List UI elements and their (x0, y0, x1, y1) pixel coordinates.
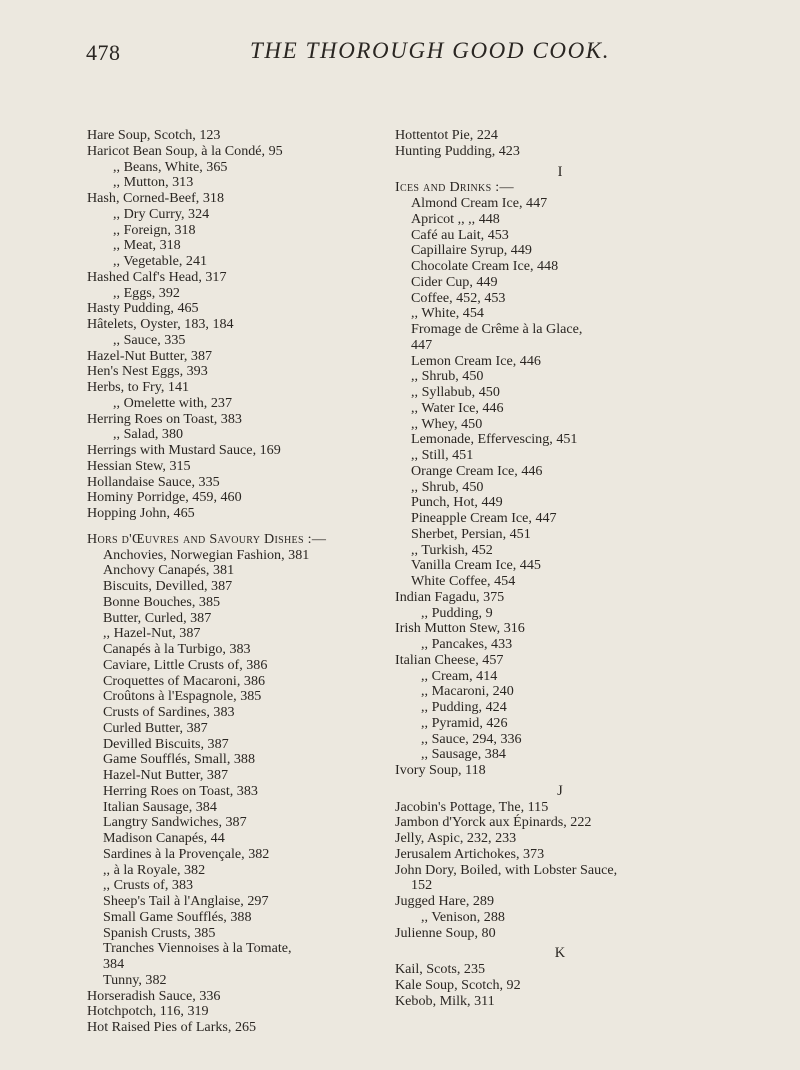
index-entry: Hâtelets, Oyster, 183, 184 (87, 316, 234, 332)
index-entry-tranches: Tranches Viennoises à la Tomate, (103, 940, 292, 957)
index-entry: Pineapple Cream Ice, 447 (411, 510, 557, 526)
index-entry: Hot Raised Pies of Larks, 265 (87, 1019, 257, 1035)
index-entry: Cider Cup, 449 (411, 273, 498, 290)
index-entry: Hottentot Pie, 224 (395, 127, 498, 143)
index-entry: ,, Meat, 318 (113, 237, 181, 254)
index-entry: Anchovies, Norwegian Fashion, 381 (103, 546, 310, 563)
ices-list-b (395, 354, 725, 590)
index-entry: ,, Still, 451 (411, 447, 474, 463)
index-entry: Hopping John, 465 (87, 505, 195, 521)
index-entry: Hunting Pudding, 423 (395, 142, 520, 159)
section-heading-hors-doeuvres: Hors d'Œuvres and Savoury Dishes :— (87, 530, 327, 547)
index-entry: Hashed Calf's Head, 317 (87, 268, 227, 285)
index-entry: Sherbet, Persian, 451 (411, 525, 531, 542)
index-entry: Croûtons à l'Espagnole, 385 (103, 688, 262, 705)
index-column-left (87, 128, 379, 1036)
entries-k (395, 962, 725, 1009)
letter-heading-i: I (557, 163, 563, 180)
index-entry: Café au Lait, 453 (411, 226, 509, 243)
index-entry: Almond Cream Ice, 447 (411, 195, 548, 211)
index-entry: Lemonade, Effervescing, 451 (411, 431, 578, 448)
index-entry: Chocolate Cream Ice, 448 (411, 258, 559, 274)
index-entry: Julienne Soup, 80 (395, 924, 496, 941)
index-entry: ,, Sausage, 384 (421, 746, 506, 763)
index-entry: Kale Soup, Scotch, 92 (395, 976, 521, 993)
index-entry: Irish Mutton Stew, 316 (395, 620, 525, 637)
index-entry: ,, Water Ice, 446 (411, 399, 504, 416)
index-entry: Ivory Soup, 118 (395, 762, 486, 778)
entries-j (395, 800, 725, 863)
index-entry: Coffee, 452, 453 (411, 289, 506, 306)
index-entry: Jelly, Aspic, 232, 233 (395, 830, 517, 846)
index-entry: Crusts of Sardines, 383 (103, 704, 235, 720)
index-entry: Orange Cream Ice, 446 (411, 462, 543, 479)
letter-heading-j: J (557, 782, 563, 799)
index-entry: Herbs, to Fry, 141 (87, 379, 190, 395)
index-entry: ,, Cream, 414 (421, 667, 498, 684)
index-entry-john-dory-page: 152 (411, 877, 433, 894)
index-entry: ,, Pancakes, 433 (421, 636, 513, 652)
index-entry: Game Soufflés, Small, 388 (103, 751, 256, 768)
index-entry: Kebob, Milk, 311 (395, 992, 495, 1009)
index-entry: Butter, Curled, 387 (103, 609, 212, 626)
index-entry: Hazel-Nut Butter, 387 (87, 347, 213, 364)
index-entry: ,, Foreign, 318 (113, 221, 196, 238)
index-entry: ,, Hazel-Nut, 387 (103, 625, 201, 642)
index-entry: Bonne Bouches, 385 (103, 593, 221, 610)
index-entry: ,, Shrub, 450 (411, 478, 484, 495)
index-entry: Hollandaise Sauce, 335 (87, 473, 220, 490)
index-entry: Haricot Bean Soup, à la Condé, 95 (87, 142, 283, 159)
index-entry: Hazel-Nut Butter, 387 (103, 767, 229, 783)
index-entry: ,, à la Royale, 382 (103, 861, 206, 878)
index-entry: ,, Turkish, 452 (411, 541, 493, 558)
index-entry: Capillaire Syrup, 449 (411, 242, 532, 259)
index-entry: ,, Salad, 380 (113, 426, 184, 443)
index-entry: ,, Dry Curry, 324 (113, 205, 210, 222)
hors-doeuvres-list-end (87, 973, 379, 989)
index-entry: Hash, Corned-Beef, 318 (87, 190, 224, 206)
index-entry: Jugged Hare, 289 (395, 893, 495, 909)
index-entry-fromage: Fromage de Crême à la Glace, (411, 321, 583, 337)
index-entry: ,, Syllabub, 450 (411, 384, 500, 400)
index-entry: Kail, Scots, 235 (395, 961, 486, 977)
index-entry: ,, Sauce, 335 (113, 331, 186, 348)
ices-list (395, 196, 725, 322)
index-entry: ,, Crusts of, 383 (103, 877, 194, 894)
index-entry: ,, White, 454 (411, 305, 484, 322)
index-entry: Sheep's Tail à l'Anglaise, 297 (103, 893, 269, 909)
index-entry: ,, Sauce, 294, 336 (421, 730, 522, 747)
index-entry: ,, Pudding, 424 (421, 699, 507, 715)
index-entry: ,, Macaroni, 240 (421, 683, 514, 700)
entries-h-group-end (87, 989, 379, 1036)
index-entry: Sardines à la Provençale, 382 (103, 845, 270, 862)
index-entry: Italian Sausage, 384 (103, 798, 217, 815)
index-entry: Anchovy Canapés, 381 (103, 562, 235, 579)
index-entry: Hominy Porridge, 459, 460 (87, 489, 242, 506)
index-entry: ,, Pyramid, 426 (421, 714, 508, 731)
hors-doeuvres-list (87, 548, 379, 942)
index-entry: ,, Vegetable, 241 (113, 253, 208, 269)
index-entry: Biscuits, Devilled, 387 (103, 578, 233, 594)
index-entry: ,, Whey, 450 (411, 415, 483, 432)
index-entry: Caviare, Little Crusts of, 386 (103, 656, 268, 673)
index-entry: Herrings with Mustard Sauce, 169 (87, 442, 281, 458)
index-entry: ,, Omelette with, 237 (113, 394, 232, 411)
index-entry: ,, Beans, White, 365 (113, 158, 228, 175)
index-entry-tranches-page: 384 (103, 956, 125, 972)
index-entry: Indian Fagadu, 375 (395, 588, 505, 605)
index-entry: Hotchpotch, 116, 319 (87, 1003, 209, 1020)
running-head: THE THOROUGH GOOD COOK. (250, 38, 611, 63)
index-entry: Vanilla Cream Ice, 445 (411, 557, 541, 574)
index-entry: Lemon Cream Ice, 446 (411, 352, 541, 369)
entries-h-tail (395, 128, 725, 160)
index-entry: White Coffee, 454 (411, 573, 516, 589)
index-entry: Apricot ,, ,, 448 (411, 210, 500, 227)
entries-i (395, 590, 725, 779)
index-column-right (395, 128, 725, 1009)
index-entry: Small Game Soufflés, 388 (103, 908, 252, 925)
index-entry-john-dory: John Dory, Boiled, with Lobster Sauce, (395, 861, 618, 878)
index-entry: Punch, Hot, 449 (411, 494, 503, 511)
index-entry: Horseradish Sauce, 336 (87, 987, 221, 1004)
index-entry: Hessian Stew, 315 (87, 457, 191, 474)
index-entry: Jacobin's Pottage, The, 115 (395, 798, 549, 815)
index-entry: Italian Cheese, 457 (395, 651, 504, 668)
index-entry: Spanish Crusts, 385 (103, 924, 216, 941)
entries-j-b (395, 894, 725, 941)
index-entry: ,, Mutton, 313 (113, 174, 194, 191)
index-entry: Tunny, 382 (103, 971, 167, 988)
index-entry: Jerusalem Artichokes, 373 (395, 845, 545, 862)
index-entry: ,, Eggs, 392 (113, 284, 180, 301)
index-entry-fromage-page: 447 (411, 336, 433, 353)
index-entry: Devilled Biscuits, 387 (103, 735, 229, 752)
index-entry: Herring Roes on Toast, 383 (103, 782, 258, 799)
letter-heading-k: K (554, 945, 566, 962)
index-entry: Jambon d'Yorck aux Épinards, 222 (395, 814, 592, 831)
index-entry: Curled Butter, 387 (103, 719, 208, 736)
index-entry: Herring Roes on Toast, 383 (87, 410, 242, 427)
index-entry: Langtry Sandwiches, 387 (103, 814, 247, 831)
index-entry: ,, Shrub, 450 (411, 368, 484, 385)
index-entry: ,, Pudding, 9 (421, 604, 493, 621)
index-entry: Croquettes of Macaroni, 386 (103, 672, 266, 689)
index-entry: Hare Soup, Scotch, 123 (87, 127, 221, 143)
index-entry: Canapés à la Turbigo, 383 (103, 641, 251, 657)
index-entry: Madison Canapés, 44 (103, 830, 225, 846)
page-number: 478 (86, 40, 121, 65)
index-entry: Hasty Pudding, 465 (87, 300, 199, 317)
index-entry: Hen's Nest Eggs, 393 (87, 363, 208, 380)
section-heading-ices: Ices and Drinks :— (395, 179, 514, 196)
entries-h-group (87, 128, 379, 522)
index-entry: ,, Venison, 288 (421, 908, 505, 925)
